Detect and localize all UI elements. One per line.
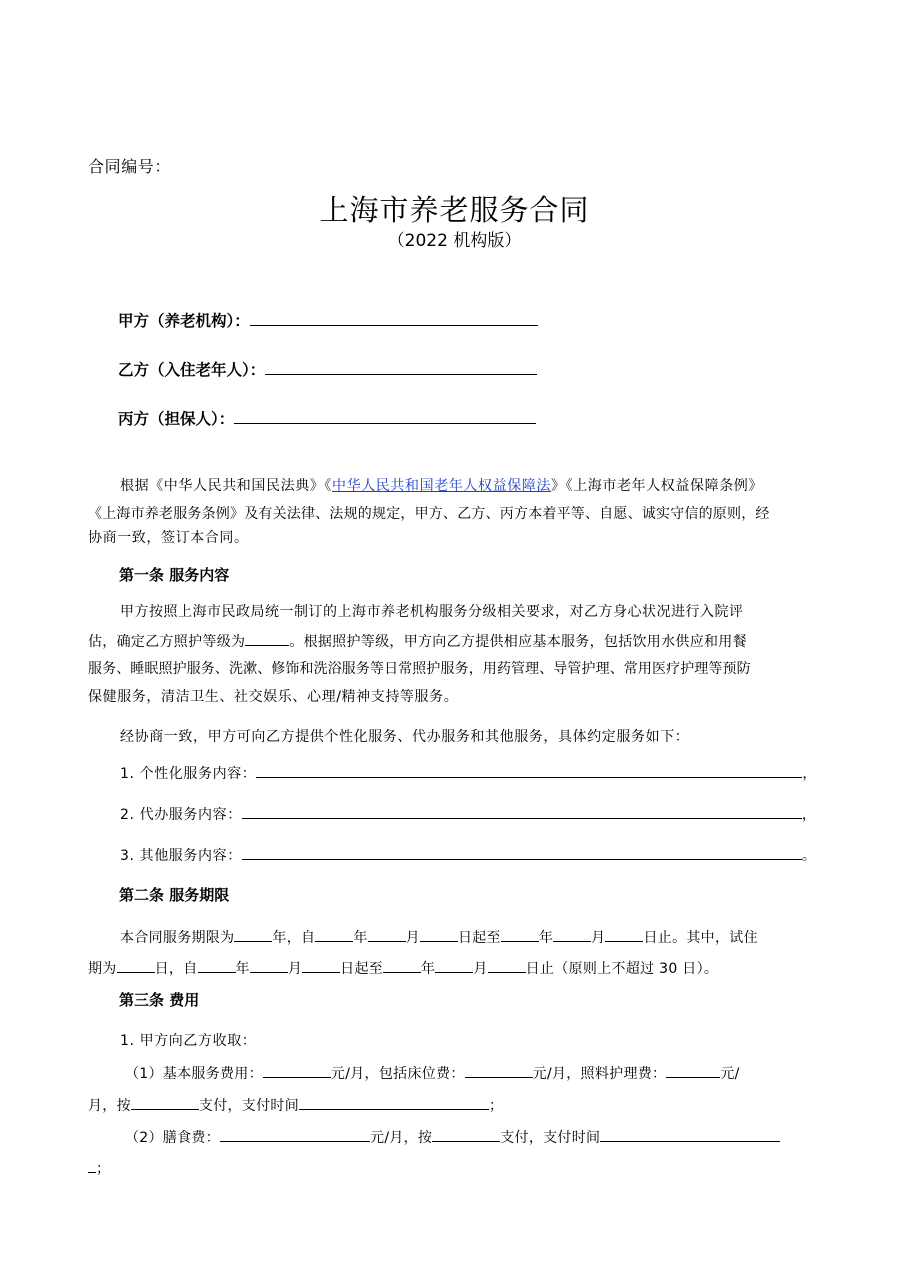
preamble-line-2: 《上海市养老服务条例》及有关法律、法规的规定，甲方、乙方、丙方本着平等、自愿、诚实守信的原则，经 — [88, 506, 770, 522]
other-service-blank[interactable] — [242, 844, 802, 860]
trial-end-year-blank[interactable] — [383, 957, 421, 973]
meal-payment-method-blank[interactable] — [432, 1126, 500, 1142]
preamble-line-3: 协商一致，签订本合同。 — [88, 530, 249, 546]
agency-service-blank[interactable] — [242, 803, 802, 819]
article-2-line-2 — [88, 957, 718, 978]
start-day-blank[interactable] — [420, 926, 458, 942]
article-1-line-3: 服务、睡眠照护服务、洗漱、修饰和洗浴服务等日常照护服务，用药管理、导管护理、常用医疗护理等预防 — [88, 661, 751, 677]
term-text: 日止。其中，试住 — [643, 930, 758, 946]
service-item-3 — [120, 844, 816, 865]
basic-fee-blank[interactable] — [263, 1062, 331, 1078]
party-b-row — [118, 358, 537, 380]
term-text: 年，自 — [272, 930, 316, 946]
fee-text: 元/ — [720, 1066, 740, 1082]
payment-time-blank[interactable] — [299, 1094, 489, 1110]
party-a-row — [118, 309, 538, 331]
trial-start-year-blank[interactable] — [198, 957, 236, 973]
term-text: 年 — [538, 930, 554, 946]
fee-text: （2）膳食费： — [125, 1130, 221, 1146]
term-text: 月 — [405, 930, 420, 946]
fee-text: 支付，支付时间 — [198, 1098, 300, 1114]
fee-text: （1）基本服务费用： — [125, 1066, 263, 1082]
service-item-label: 2. 代办服务内容： — [120, 807, 242, 823]
punctuation: ， — [801, 807, 817, 823]
article-1-line-1: 甲方按照上海市民政局统一制订的上海市养老机构服务分级相关要求，对乙方身心状况进行入院评 — [120, 604, 744, 620]
trial-text: 年 — [421, 961, 436, 977]
party-c-row — [118, 407, 536, 429]
preamble-line-1 — [120, 475, 763, 495]
trial-text: 日起至 — [340, 961, 384, 977]
care-fee-blank[interactable] — [666, 1062, 720, 1078]
trial-text: 日止（原则上不超过 30 日）。 — [525, 961, 719, 977]
trial-start-day-blank[interactable] — [302, 957, 340, 973]
fee-text: ； — [96, 1161, 111, 1177]
punctuation: 。 — [801, 848, 817, 864]
fee-line-3 — [125, 1126, 780, 1147]
fee-line-1 — [125, 1062, 740, 1083]
punctuation: ， — [802, 766, 818, 782]
party-a-label: 甲方（养老机构）： — [118, 312, 250, 330]
trial-text: 年 — [235, 961, 250, 977]
end-month-blank[interactable] — [553, 926, 591, 942]
fee-text: 元/月，照料护理费： — [532, 1066, 667, 1082]
party-a-blank[interactable] — [250, 310, 538, 326]
start-year-blank[interactable] — [315, 926, 353, 942]
fee-text: 月，按 — [88, 1098, 131, 1114]
fee-text: ； — [489, 1098, 504, 1114]
service-item-label: 3. 其他服务内容： — [120, 848, 242, 864]
fee-item-1: 1. 甲方向乙方收取： — [120, 1033, 257, 1049]
trial-end-month-blank[interactable] — [435, 957, 473, 973]
party-b-label: 乙方（入住老年人）： — [118, 361, 266, 379]
meal-payment-time-blank-cont[interactable] — [88, 1157, 96, 1173]
document-subtitle: （2022 机构版） — [387, 231, 522, 251]
start-month-blank[interactable] — [368, 926, 406, 942]
elderly-rights-law-link[interactable]: 中华人民共和国老年人权益保障法 — [332, 478, 551, 494]
meal-fee-blank[interactable] — [220, 1126, 370, 1142]
document-title: 上海市养老服务合同 — [319, 193, 590, 227]
fee-line-2 — [88, 1094, 503, 1115]
article-1-line-4: 保健服务，清洁卫生、社交娱乐、心理/精神支持等服务。 — [88, 689, 459, 705]
service-item-label: 1. 个性化服务内容： — [120, 766, 257, 782]
meal-payment-time-blank[interactable] — [600, 1126, 780, 1142]
article-1-para-2: 经协商一致，甲方可向乙方提供个性化服务、代办服务和其他服务，具体约定服务如下： — [120, 729, 690, 745]
fee-text: 元/月，按 — [370, 1130, 433, 1146]
end-day-blank[interactable] — [605, 926, 643, 942]
article-1-heading: 第一条 服务内容 — [119, 566, 230, 584]
trial-start-month-blank[interactable] — [250, 957, 288, 973]
fee-text: 支付，支付时间 — [500, 1130, 601, 1146]
article-1-text: 估，确定乙方照护等级为 — [88, 634, 246, 650]
trial-text: 月 — [287, 961, 303, 977]
trial-days-blank[interactable] — [117, 957, 155, 973]
personalized-service-blank[interactable] — [256, 762, 802, 778]
care-level-blank[interactable] — [245, 630, 289, 646]
service-item-2 — [120, 803, 816, 824]
trial-text: 日，自 — [154, 961, 198, 977]
party-b-blank[interactable] — [265, 359, 537, 375]
article-3-heading: 第三条 费用 — [119, 991, 200, 1009]
article-1-text: 。根据照护等级，甲方向乙方提供相应基本服务，包括饮用水供应和用餐 — [289, 634, 747, 650]
party-c-label: 丙方（担保人）： — [118, 410, 235, 428]
article-2-heading: 第二条 服务期限 — [119, 886, 230, 904]
end-year-blank[interactable] — [501, 926, 539, 942]
term-text: 月 — [591, 930, 606, 946]
term-years-blank[interactable] — [234, 926, 272, 942]
article-2-line-1 — [120, 926, 758, 947]
trial-text: 月 — [473, 961, 488, 977]
term-text: 年 — [353, 930, 368, 946]
service-item-1 — [120, 762, 817, 783]
term-text: 日起至 — [457, 930, 501, 946]
trial-end-day-blank[interactable] — [488, 957, 526, 973]
preamble-text: 》《上海市老年人权益保障条例》 — [551, 478, 763, 494]
fee-line-4 — [88, 1157, 111, 1178]
term-text: 本合同服务期限为 — [120, 930, 235, 946]
preamble-text: 根据《中华人民共和国民法典》《 — [120, 478, 332, 494]
payment-method-blank[interactable] — [131, 1094, 199, 1110]
party-c-blank[interactable] — [234, 408, 536, 424]
trial-text: 期为 — [88, 961, 117, 977]
contract-number-label: 合同编号： — [88, 157, 172, 176]
article-1-line-2 — [88, 630, 747, 651]
fee-text: 元/月，包括床位费： — [330, 1066, 465, 1082]
bed-fee-blank[interactable] — [465, 1062, 533, 1078]
